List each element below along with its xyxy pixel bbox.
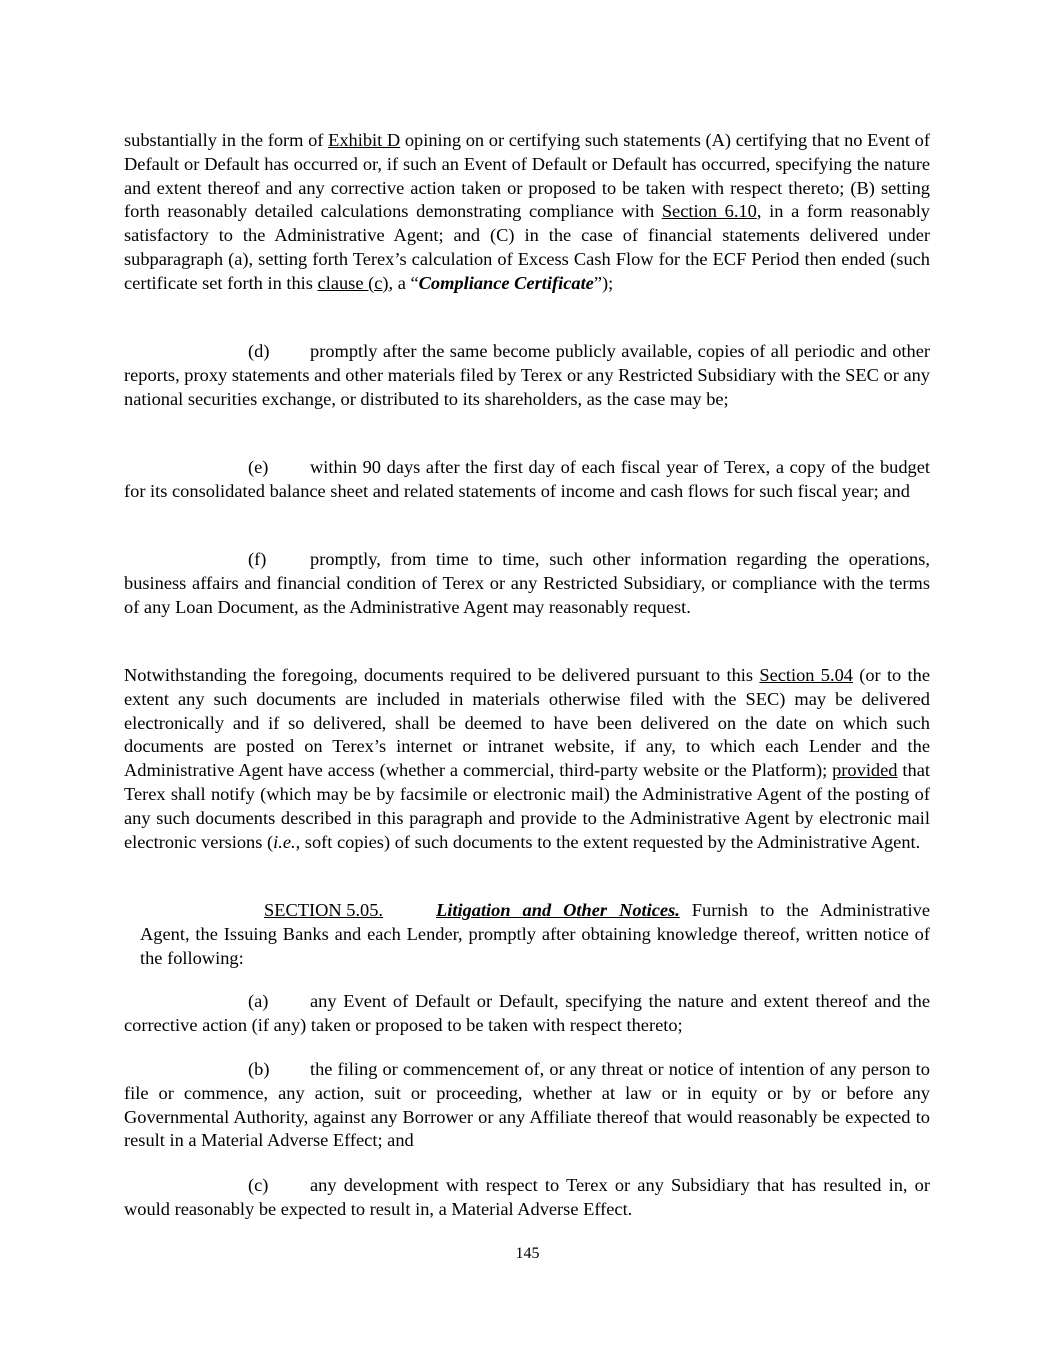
list-item-d: [124, 340, 930, 411]
notwithstanding-paragraph: [124, 664, 930, 854]
item-label: (c): [248, 1175, 269, 1195]
item-label: (e): [248, 457, 269, 477]
section-5-04-reference: Section 5.04: [759, 665, 853, 685]
item-text: any Event of Default or Default, specifying the nature and extent thereof and the corrective action (if any) taken or proposed to be taken with respect thereto;: [124, 991, 930, 1035]
item-text: promptly after the same become publicly available, copies of all periodic and other reports, proxy statements and other materials filed by Terex or any Restricted Subsidiary with the SEC or any national securities exchange, or distributed to its shareholders, as the case may be;: [124, 341, 930, 409]
text-run: that Terex shall notify (which may be by facsimile or electronic mail) the Administrative Agent of the posting of any such documents described in this paragraph and provide to the Administrative Agent by electronic mail electronic versions (: [124, 760, 930, 852]
page-number: 145: [515, 1245, 540, 1262]
section-6-10-reference: Section 6.10: [661, 201, 757, 222]
ie-abbreviation: i.e.,: [273, 831, 301, 852]
section-title: Litigation and Other Notices.: [436, 900, 680, 920]
item-label: (b): [248, 1059, 270, 1079]
item-text: within 90 days after the first day of each fiscal year of Terex, a copy of the budget for its consolidated balance sheet and related statements of income and cash flows for such fiscal year; and: [124, 457, 930, 501]
item-text: the filing or commencement of, or any threat or notice of intention of any person to file or commence, any action, suit or proceeding, whether at law or in equity or by or before any Governmental Authority, against any Borrower or any Affiliate thereof that would reasonably be expected to result in a Material Adverse Effect; and: [124, 1059, 930, 1151]
item-text: promptly, from time to time, such other information regarding the operations, business affairs and financial condition of Terex or any Restricted Subsidiary, or compliance with the terms of any Loan Document, as the Administrative Agent may reasonably request.: [124, 549, 930, 617]
section-number: SECTION 5.05.: [264, 900, 384, 920]
provided-term: provided: [832, 760, 898, 781]
item-label: (f): [248, 549, 267, 569]
text-run: (or to the extent any such documents are included in materials otherwise filed with the SEC) may be delivered electronically and if so delivered, shall be deemed to have been delivered on the date on which such documents are posted on Terex’s internet or intranet website, if any, to which each Lender and the Administrative Agent have access (whether a commercial, third-party website or the Platform);: [124, 665, 930, 781]
compliance-certificate-paragraph: [124, 129, 930, 296]
list-item-a: [124, 990, 930, 1038]
text-run: soft copies) of such documents to the extent requested by the Administrative Agent.: [300, 831, 921, 852]
clause-c-reference: clause (c): [317, 272, 389, 293]
text-run: substantially in the form of: [124, 130, 329, 150]
section-text: Furnish to the Administrative Agent, the Issuing Banks and each Lender, promptly after obtaining knowledge thereof, written notice of the following:: [140, 900, 930, 968]
list-item-c: [124, 1174, 930, 1222]
text-run: Notwithstanding the foregoing, documents required to be delivered pursuant to this: [124, 665, 760, 685]
item-text: any development with respect to Terex or any Subsidiary that has resulted in, or would reasonably be expected to result in, a Material Adverse Effect.: [124, 1175, 930, 1219]
item-label: (d): [248, 341, 270, 361]
item-label: (a): [248, 991, 269, 1011]
list-item-f: [124, 548, 930, 619]
list-item-e: [124, 456, 930, 504]
text-run: ”);: [593, 272, 614, 293]
text-run: opining on or certifying such statements (A) certifying that no Event of Default or Default has occurred or, if such an Event of Default or Default has occurred, specifying the nature and extent thereof and any corrective action taken or proposed to be taken with respect thereto; (B) setting forth reasonably detailed calculations demonstrating compliance with: [124, 130, 931, 222]
list-item-b: [124, 1058, 930, 1153]
text-run: , a “: [388, 272, 419, 293]
section-5-05-heading: [140, 899, 930, 970]
exhibit-d-reference: Exhibit D: [328, 130, 401, 150]
defined-term-compliance-certificate: Compliance Certificate: [418, 272, 594, 293]
text-run: , in a form reasonably satisfactory to the Administrative Agent; and (C) in the case of financial statements delivered under subparagraph (a), setting forth Terex’s calculation of Excess Cash Flow for the ECF Period then ended (such certificate set forth in this: [124, 201, 930, 293]
